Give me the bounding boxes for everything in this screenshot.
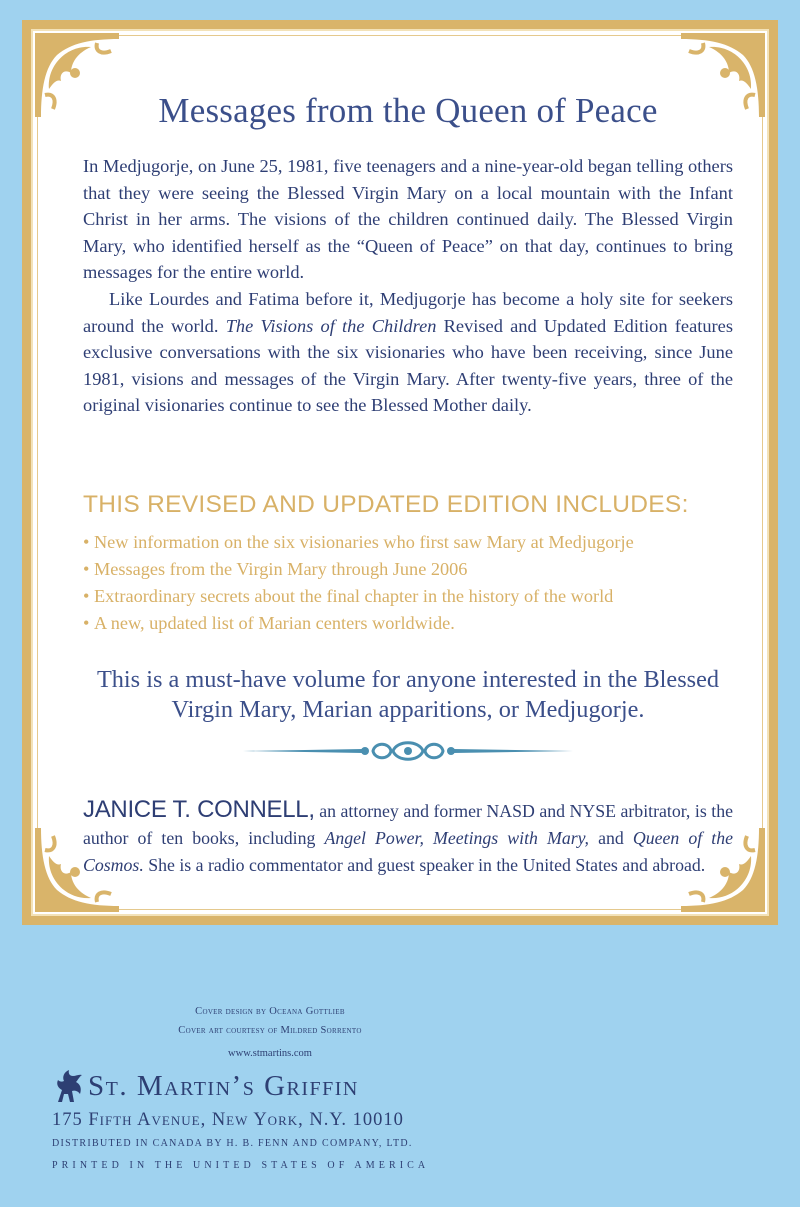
griffin-logo-icon (52, 1068, 86, 1104)
publisher-imprint (52, 1068, 472, 1108)
cover-art-credit: Cover art courtesy of Mildred Sorrento (178, 1025, 362, 1036)
distribution-note: DISTRIBUTED IN CANADA BY H. B. FENN AND COMPANY, LTD. (52, 1138, 413, 1149)
author-name: JANICE T. CONNELL, (83, 796, 315, 823)
list-item: • A new, updated list of Marian centers worldwide. (83, 610, 743, 637)
description-paragraph-2 (83, 286, 733, 419)
bio-text: an attorney and former NASD and NYSE arbitrator, is the author of ten books, including (83, 801, 734, 848)
publisher-url: www.stmartins.com (228, 1048, 312, 1059)
book-titles: Angel Power, Meetings with Mary, (324, 828, 589, 848)
includes-heading: THIS REVISED AND UPDATED EDITION INCLUDES: (83, 491, 689, 518)
publisher-name: St. Martin’s Griffin (88, 1070, 359, 1102)
headline: Messages from the Queen of Peace (158, 91, 658, 130)
scroll-divider-icon (243, 736, 573, 766)
book-titles: Queen of the Cosmos. (83, 828, 733, 875)
cover-credits (140, 1002, 400, 1040)
publisher-address: 175 Fifth Avenue, New York, N.Y. 10010 (52, 1110, 404, 1130)
description-paragraph-1: In Medjugorje, on June 25, 1981, five teenagers and a nine-year-old began telling others that they were seeing the Blessed Virgin Mary on a local mountain with the Infant Christ in her arms. The visions of the children continued daily. The Blessed Virgin Mary, who identified herself as the “Queen of Peace” on that day, continues to bring messages for the entire world. (83, 156, 733, 283)
author-bio (83, 796, 733, 879)
list-item: • Messages from the Virgin Mary through June 2006 (83, 556, 743, 583)
book-title: The Visions of the Children (225, 315, 437, 336)
cover-design-credit: Cover design by Oceana Gottlieb (195, 1006, 345, 1017)
list-item: • Extraordinary secrets about the final chapter in the history of the world (83, 583, 743, 610)
description (83, 153, 733, 419)
description-text: Revised and Updated Edition features exclusive conversations with the six visionaries who have been receiving, since June 1981, visions and messages of the Virgin Mary. After twenty-five years, three of the original visionaries continue to see the Blessed Mother daily. (83, 315, 733, 416)
includes-list (83, 529, 743, 637)
bio-text: and (589, 828, 633, 848)
description-text: Like Lourdes and Fatima before it, Medjugorje has become a holy site for seekers around the world. (83, 288, 733, 336)
must-have-statement: This is a must-have volume for anyone interested in the Blessed Virgin Mary, Marian apparitions, or Medjugorje. (96, 666, 720, 723)
printed-note: PRINTED IN THE UNITED STATES OF AMERICA (52, 1160, 430, 1171)
list-item: • New information on the six visionaries who first saw Mary at Medjugorje (83, 529, 743, 556)
bio-text: She is a radio commentator and guest speaker in the United States and abroad. (143, 855, 706, 875)
back-cover-panel (22, 20, 778, 925)
